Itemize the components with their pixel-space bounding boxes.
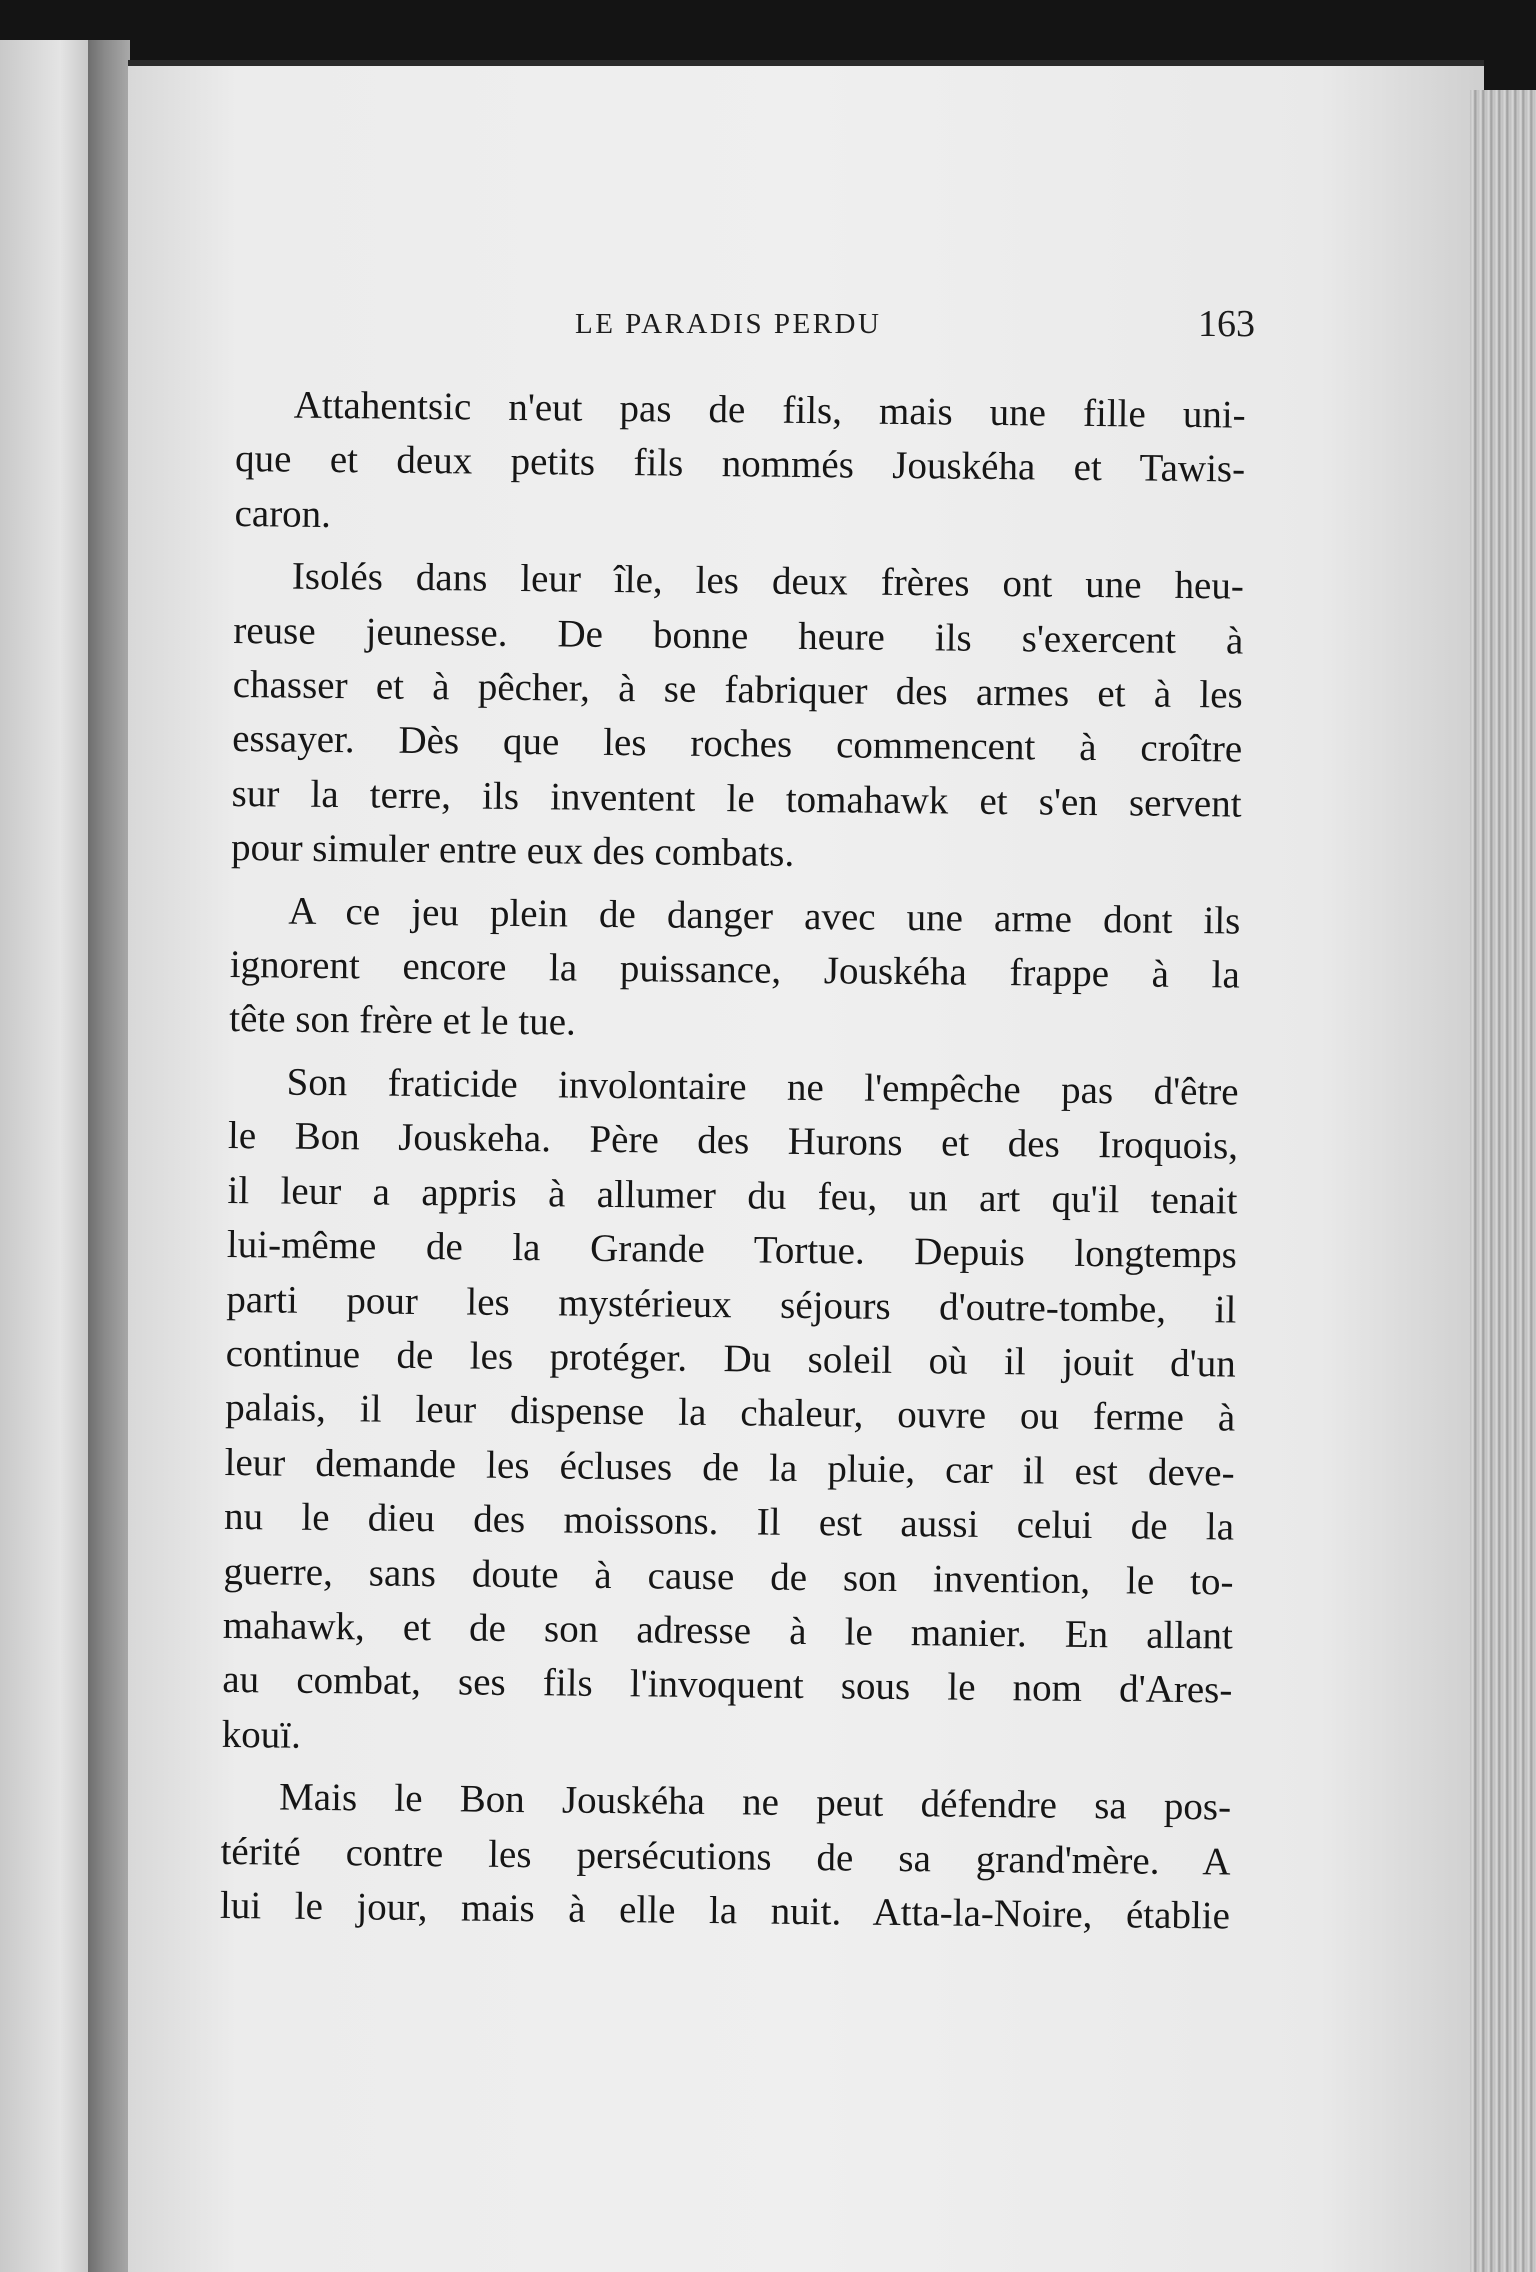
text-line: le Bon Jouskeha. Père des Hurons et des Iroquois,: [227, 1114, 1239, 1168]
text-line: palais, il leur dispense la chaleur, ouvre ou ferme à: [224, 1386, 1236, 1440]
text-line: parti pour les mystérieux séjours d'outre-tombe, il: [226, 1277, 1237, 1332]
text-line: il leur a appris à allumer du feu, un art qu'il tenait: [227, 1168, 1238, 1223]
text-line: ignorent encore la puissance, Jouskéha frappe à la: [229, 943, 1241, 997]
text-line: Isolés dans leur île, les deux frères ont une heu-: [291, 554, 1245, 608]
text-line: Son fraticide involontaire ne l'empêche pas d'être: [286, 1060, 1239, 1114]
text-line: lui-même de la Grande Tortue. Depuis longtemps: [226, 1223, 1238, 1277]
book-gutter: [88, 40, 130, 2272]
text-line: nu le dieu des moissons. Il est aussi celui de la: [223, 1495, 1235, 1549]
text-line: térité contre les persécutions de sa grand'mère. A: [220, 1829, 1231, 1884]
text-line: guerre, sans doute à cause de son invention, le to-: [223, 1549, 1234, 1604]
paragraph: [220, 1770, 1232, 1944]
text-line: tête son frère et le tue.: [229, 997, 576, 1045]
text-line: lui le jour, mais à elle la nuit. Atta-la-Noire, établie: [219, 1883, 1231, 1938]
text-line: kouï.: [221, 1712, 302, 1757]
running-head: LE PARADIS PERDU: [575, 308, 882, 340]
text-line: caron.: [234, 491, 332, 536]
body-text: [220, 378, 1246, 1944]
paragraph: [231, 549, 1244, 886]
text-line: pour simuler entre eux des combats.: [230, 826, 795, 876]
text-line: Mais le Bon Jouskéha ne peut défendre sa pos-: [278, 1775, 1232, 1829]
paragraph: [234, 378, 1246, 552]
text-line: au combat, ses fils l'invoquent sous le nom d'Ares-: [222, 1658, 1233, 1712]
text-line: reuse jeunesse. De bonne heure ils s'exercent à: [233, 608, 1244, 663]
page-header: [575, 302, 1255, 362]
text-line: sur la terre, ils inventent le tomahawk et s'en servent: [231, 771, 1242, 826]
text-line: A ce jeu plein de danger avec une arme dont ils: [288, 889, 1241, 943]
text-line: Attahentsic n'eut pas de fils, mais une fille uni-: [293, 383, 1246, 437]
page-number: 163: [1198, 303, 1255, 345]
facing-page-edge: [0, 40, 100, 2272]
text-line: essayer. Dès que les roches commencent à croître: [231, 717, 1243, 771]
text-line: que et deux petits fils nommés Jouskéha et Tawis-: [234, 437, 1246, 491]
paragraph: [222, 1055, 1239, 1773]
text-line: continue de les protéger. Du soleil où il jouit d'un: [225, 1331, 1236, 1386]
page-stack-edges: [1470, 90, 1536, 2272]
text-line: mahawk, et de son adresse à le manier. En allant: [222, 1603, 1234, 1658]
paragraph: [229, 884, 1241, 1058]
text-line: leur demande les écluses de la pluie, car il est deve-: [224, 1440, 1235, 1495]
text-line: chasser et à pêcher, à se fabriquer des armes et à les: [232, 663, 1243, 717]
